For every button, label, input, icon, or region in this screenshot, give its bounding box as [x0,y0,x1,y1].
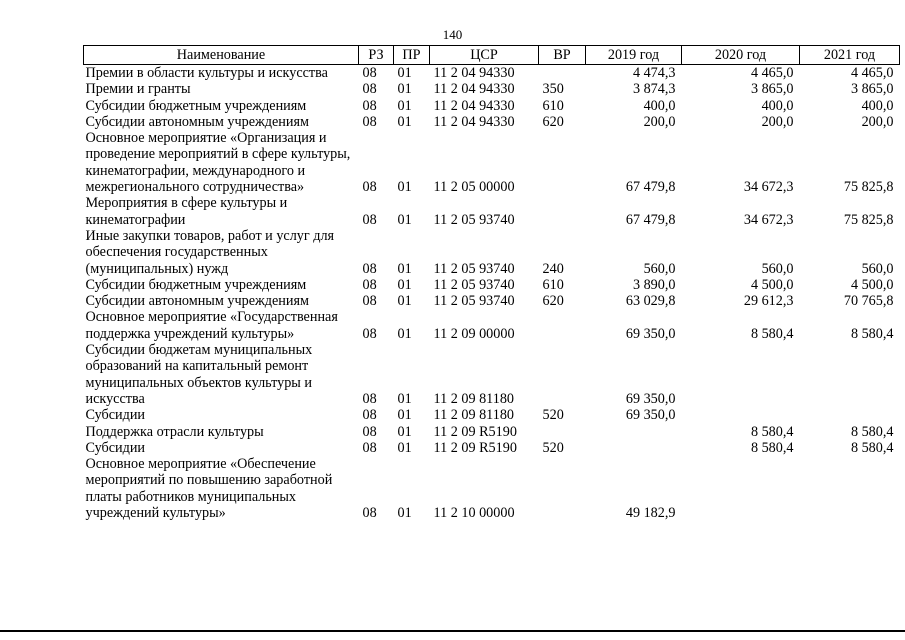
cell-rz: 08 [362,505,377,522]
cell-csr: 11 2 05 00000 [433,179,515,196]
cell-pr: 01 [397,211,412,228]
cell-csr: 11 2 05 93740 [433,276,515,293]
cell-rz: 08 [362,407,377,424]
table-row [84,277,900,293]
cell-pr: 01 [397,260,412,277]
cell-vr [539,130,586,195]
cell-rz: 08 [362,97,377,114]
cell-pr: 01 [397,325,412,342]
cell-rz: 08 [362,439,377,456]
page-number: 140 [442,27,463,42]
cell-2021 [800,456,900,521]
table-row [84,293,900,309]
cell-2020 [682,407,800,423]
cell-csr: 11 2 09 81180 [433,390,515,407]
cell-csr: 11 2 04 94330 [433,65,515,81]
cell-pr: 01 [397,439,412,456]
cell-rz: 08 [362,211,377,228]
cell-rz: 08 [362,81,377,98]
cell-pr: 01 [397,293,412,310]
cell-2020: 4 500,0 [750,276,794,293]
cell-csr: 11 2 04 94330 [433,81,515,98]
cell-vr [539,309,586,342]
cell-2021: 8 580,4 [850,423,894,440]
cell-name: Основное мероприятие «Обеспечение мероприятий по повышению заработной платы работников муниципальных учреждений культуры» [85,456,333,522]
header-csr: ЦСР [430,46,539,65]
table-row [84,424,900,440]
cell-pr: 01 [397,65,412,81]
cell-csr: 11 2 09 R5190 [433,423,517,440]
cell-2019: 560,0 [643,260,676,277]
cell-name: Основное мероприятие «Организация и проведение мероприятий в сфере культуры, кинематографии, международного и межрегионального сотрудничества» [85,130,351,196]
cell-name: Поддержка отрасли культуры [85,423,264,440]
cell-vr [539,424,586,440]
cell-name: Субсидии [85,407,146,424]
cell-pr: 01 [397,81,412,98]
cell-name: Субсидии бюджетам муниципальных образований на капитальный ремонт муниципальных объектов культуры и искусства [85,342,313,407]
cell-rz: 08 [362,276,377,293]
cell-vr: 350 [542,81,564,98]
cell-2021: 400,0 [861,97,894,114]
cell-vr: 520 [542,407,564,424]
cell-2021: 200,0 [861,113,894,130]
table-row [84,228,900,277]
table-row [84,407,900,423]
cell-csr: 11 2 05 93740 [433,211,515,228]
table-row [84,81,900,97]
cell-csr: 11 2 04 94330 [433,113,515,130]
cell-2019: 3 874,3 [632,81,676,98]
cell-2021: 4 500,0 [850,276,894,293]
cell-pr: 01 [397,97,412,114]
cell-2021: 70 765,8 [843,293,894,310]
cell-rz: 08 [362,325,377,342]
cell-rz: 08 [362,65,377,81]
header-pr: ПР [394,46,430,65]
cell-2020 [682,456,800,521]
cell-csr: 11 2 10 00000 [433,505,515,522]
cell-csr: 11 2 05 93740 [433,293,515,310]
cell-vr [539,65,586,82]
cell-2019 [586,424,682,440]
cell-2021 [800,342,900,407]
cell-csr: 11 2 09 R5190 [433,439,517,456]
cell-vr: 240 [542,260,564,277]
cell-pr: 01 [397,179,412,196]
cell-name: Премии в области культуры и искусства [85,65,328,81]
cell-2021: 560,0 [861,260,894,277]
table-row [84,98,900,114]
table-row [84,440,900,456]
cell-name: Иные закупки товаров, работ и услуг для обеспечения государственных (муниципальных) нужд [85,227,335,277]
cell-2019: 4 474,3 [632,65,676,81]
cell-2019 [586,440,682,456]
cell-vr [539,456,586,521]
cell-2019: 67 479,8 [625,211,676,228]
cell-vr: 610 [542,276,564,293]
cell-csr: 11 2 04 94330 [433,97,515,114]
cell-pr: 01 [397,276,412,293]
cell-2019: 400,0 [643,97,676,114]
cell-2021: 4 465,0 [850,65,894,81]
cell-2020: 34 672,3 [743,211,794,228]
cell-2021: 8 580,4 [850,439,894,456]
cell-2020: 560,0 [761,260,794,277]
cell-2020: 8 580,4 [750,325,794,342]
cell-rz: 08 [362,113,377,130]
cell-2021: 8 580,4 [850,325,894,342]
cell-name: Премии и гранты [85,81,191,98]
table-row [84,65,900,82]
cell-name: Субсидии автономным учреждениям [85,293,309,310]
header-vr: ВР [539,46,586,65]
table-header-row [84,46,900,65]
cell-vr: 520 [542,439,564,456]
cell-vr: 620 [542,113,564,130]
cell-name: Субсидии автономным учреждениям [85,113,309,130]
table-row [84,130,900,195]
cell-2021 [800,407,900,423]
cell-vr [539,195,586,228]
cell-2020: 3 865,0 [750,81,794,98]
cell-csr: 11 2 05 93740 [433,260,515,277]
cell-2020: 400,0 [761,97,794,114]
cell-2021: 75 825,8 [843,179,894,196]
cell-vr: 620 [542,293,564,310]
table-row [84,114,900,130]
cell-2019: 69 350,0 [625,407,676,424]
table-row [84,309,900,342]
cell-rz: 08 [362,390,377,407]
cell-2019: 63 029,8 [625,293,676,310]
cell-2019: 49 182,9 [625,505,676,522]
cell-pr: 01 [397,390,412,407]
cell-2019: 67 479,8 [625,179,676,196]
cell-pr: 01 [397,407,412,424]
cell-rz: 08 [362,423,377,440]
cell-2020: 29 612,3 [743,293,794,310]
cell-2021: 3 865,0 [850,81,894,98]
cell-name: Основное мероприятие «Государственная поддержка учреждений культуры» [85,309,338,342]
cell-vr [539,342,586,407]
cell-2019: 69 350,0 [625,390,676,407]
bottom-rule [0,630,905,632]
header-2020: 2020 год [682,46,800,65]
cell-rz: 08 [362,293,377,310]
header-rz: РЗ [359,46,394,65]
cell-rz: 08 [362,260,377,277]
table-row [84,342,900,407]
cell-pr: 01 [397,505,412,522]
header-name: Наименование [84,46,359,65]
cell-2020: 34 672,3 [743,179,794,196]
cell-csr: 11 2 09 00000 [433,325,515,342]
cell-2020: 200,0 [761,113,794,130]
cell-csr: 11 2 09 81180 [433,407,515,424]
budget-table [83,45,900,521]
cell-2019: 3 890,0 [632,276,676,293]
cell-vr: 610 [542,97,564,114]
table-row [84,456,900,521]
header-2021: 2021 год [800,46,900,65]
cell-name: Субсидии бюджетным учреждениям [85,97,307,114]
table-row [84,195,900,228]
cell-pr: 01 [397,423,412,440]
cell-2021: 75 825,8 [843,211,894,228]
cell-2020: 8 580,4 [750,423,794,440]
cell-name: Субсидии бюджетным учреждениям [85,276,307,293]
cell-2020 [682,342,800,407]
cell-2019: 69 350,0 [625,325,676,342]
cell-2019: 200,0 [643,113,676,130]
cell-name: Субсидии [85,439,146,456]
table-body [84,65,900,522]
header-2019: 2019 год [586,46,682,65]
cell-2020: 4 465,0 [750,65,794,81]
cell-name: Мероприятия в сфере культуры и кинематографии [85,195,288,228]
cell-2020: 8 580,4 [750,439,794,456]
cell-pr: 01 [397,113,412,130]
cell-rz: 08 [362,179,377,196]
